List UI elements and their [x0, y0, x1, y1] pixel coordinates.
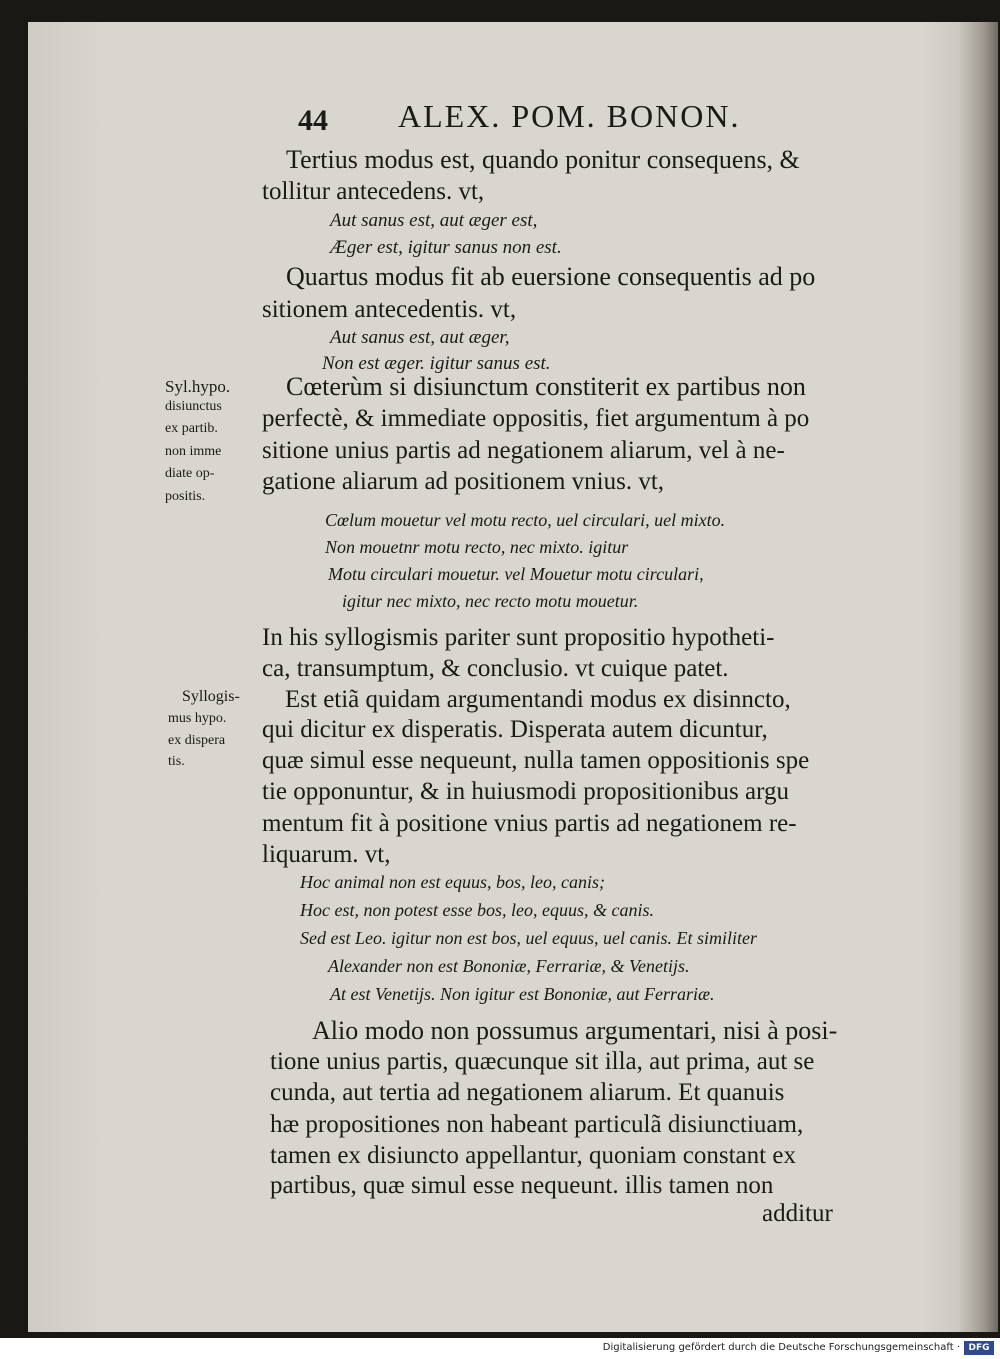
text-line: Quartus modus fit ab euersione consequentis ad po — [286, 262, 816, 291]
footer-bar — [0, 1338, 1000, 1359]
text-line: Hoc animal non est equus, bos, leo, canis; — [300, 872, 605, 892]
margin-note-line: disiunctus — [165, 399, 222, 414]
text-line: tollitur antecedens. vt, — [262, 178, 485, 205]
text-line: Cœlum mouetur vel motu recto, uel circulari, uel mixto. — [325, 510, 726, 530]
text-line: Aut sanus est, aut æger, — [330, 327, 510, 348]
text-line: Hoc est, non potest esse bos, leo, equus, & canis. — [300, 900, 654, 920]
margin-note-line: Syl.hypo. — [165, 377, 231, 396]
text-line: At est Venetijs. Non igitur est Bononiæ, aut Ferrariæ. — [330, 984, 715, 1004]
text-line: Est etiã quidam argumentandi modus ex disinncto, — [285, 686, 791, 713]
margin-note-line: ex dispera — [168, 733, 226, 748]
margin-note-line: positis. — [165, 489, 206, 504]
text-line: sitionem antecedentis. vt, — [262, 296, 517, 323]
text-line: cunda, aut tertia ad negationem aliarum. Et quanuis — [270, 1079, 785, 1106]
text-line: mentum fit à positione vnius partis ad negationem re- — [262, 810, 797, 837]
text-line: Alexander non est Bononiæ, Ferrariæ, & Venetijs. — [328, 956, 690, 976]
text-line: tie opponuntur, & in huiusmodi propositionibus argu — [262, 778, 790, 805]
page-number: 44 — [298, 104, 328, 137]
margin-note-line: non imme — [165, 444, 222, 459]
dfg-logo: DFG — [964, 1341, 994, 1355]
text-line: Sed est Leo. igitur non est bos, uel equus, uel canis. Et similiter — [300, 928, 757, 948]
text-line: Non mouetnr motu recto, nec mixto. igitur — [325, 537, 629, 557]
text-line: partibus, quæ simul esse nequeunt. illis tamen non — [270, 1172, 774, 1199]
margin-note-line: ex partib. — [165, 421, 218, 436]
text-line: Alio modo non possumus argumentari, nisi à posi- — [312, 1016, 838, 1045]
text-line: gatione aliarum ad positionem vnius. vt, — [262, 468, 665, 495]
margin-note-line: diate op- — [165, 466, 215, 481]
text-line: Tertius modus est, quando ponitur consequens, & — [286, 145, 800, 174]
text-line: Aut sanus est, aut æger est, — [330, 210, 538, 231]
text-line: sitione unius partis ad negationem aliarum, vel à ne- — [262, 437, 785, 464]
text-line: igitur nec mixto, nec recto motu mouetur. — [342, 591, 639, 611]
margin-note-line: tis. — [168, 754, 185, 769]
text-line: Cœterùm si disiunctum constiterit ex partibus non — [286, 372, 806, 401]
text-line: Non est æger. igitur sanus est. — [322, 353, 551, 374]
text-line: Motu circulari mouetur. vel Mouetur motu circulari, — [328, 564, 704, 584]
text-line: hæ propositiones non habeant particulã disiunctiuam, — [270, 1111, 804, 1138]
running-title: ALEX. POM. BONON. — [398, 98, 741, 134]
margin-note-line: mus hypo. — [168, 711, 227, 726]
text-line: perfectè, & immediate oppositis, fiet argumentum à po — [262, 405, 810, 432]
text-line: liquarum. vt, — [262, 841, 391, 868]
text-line: quæ simul esse nequeunt, nulla tamen oppositionis spe — [262, 747, 810, 774]
page-edge-shadow — [960, 22, 998, 1332]
text-line: tione unius partis, quæcunque sit illa, aut prima, aut se — [270, 1048, 815, 1075]
text-line: qui dicitur ex disperatis. Disperata autem dicuntur, — [262, 716, 768, 743]
text-line: Æger est, igitur sanus non est. — [330, 237, 562, 258]
margin-note-line: Syllogis- — [182, 688, 240, 705]
text-line: tamen ex disiuncto appellantur, quoniam constant ex — [270, 1142, 796, 1169]
footer-credit: Digitalisierung gefördert durch die Deutsche Forschungsgemeinschaft · — [602, 1342, 960, 1353]
catchword: additur — [762, 1200, 833, 1227]
text-line: In his syllogismis pariter sunt propositio hypotheti- — [262, 624, 775, 651]
text-line: ca, transumptum, & conclusio. vt cuique patet. — [262, 655, 729, 682]
